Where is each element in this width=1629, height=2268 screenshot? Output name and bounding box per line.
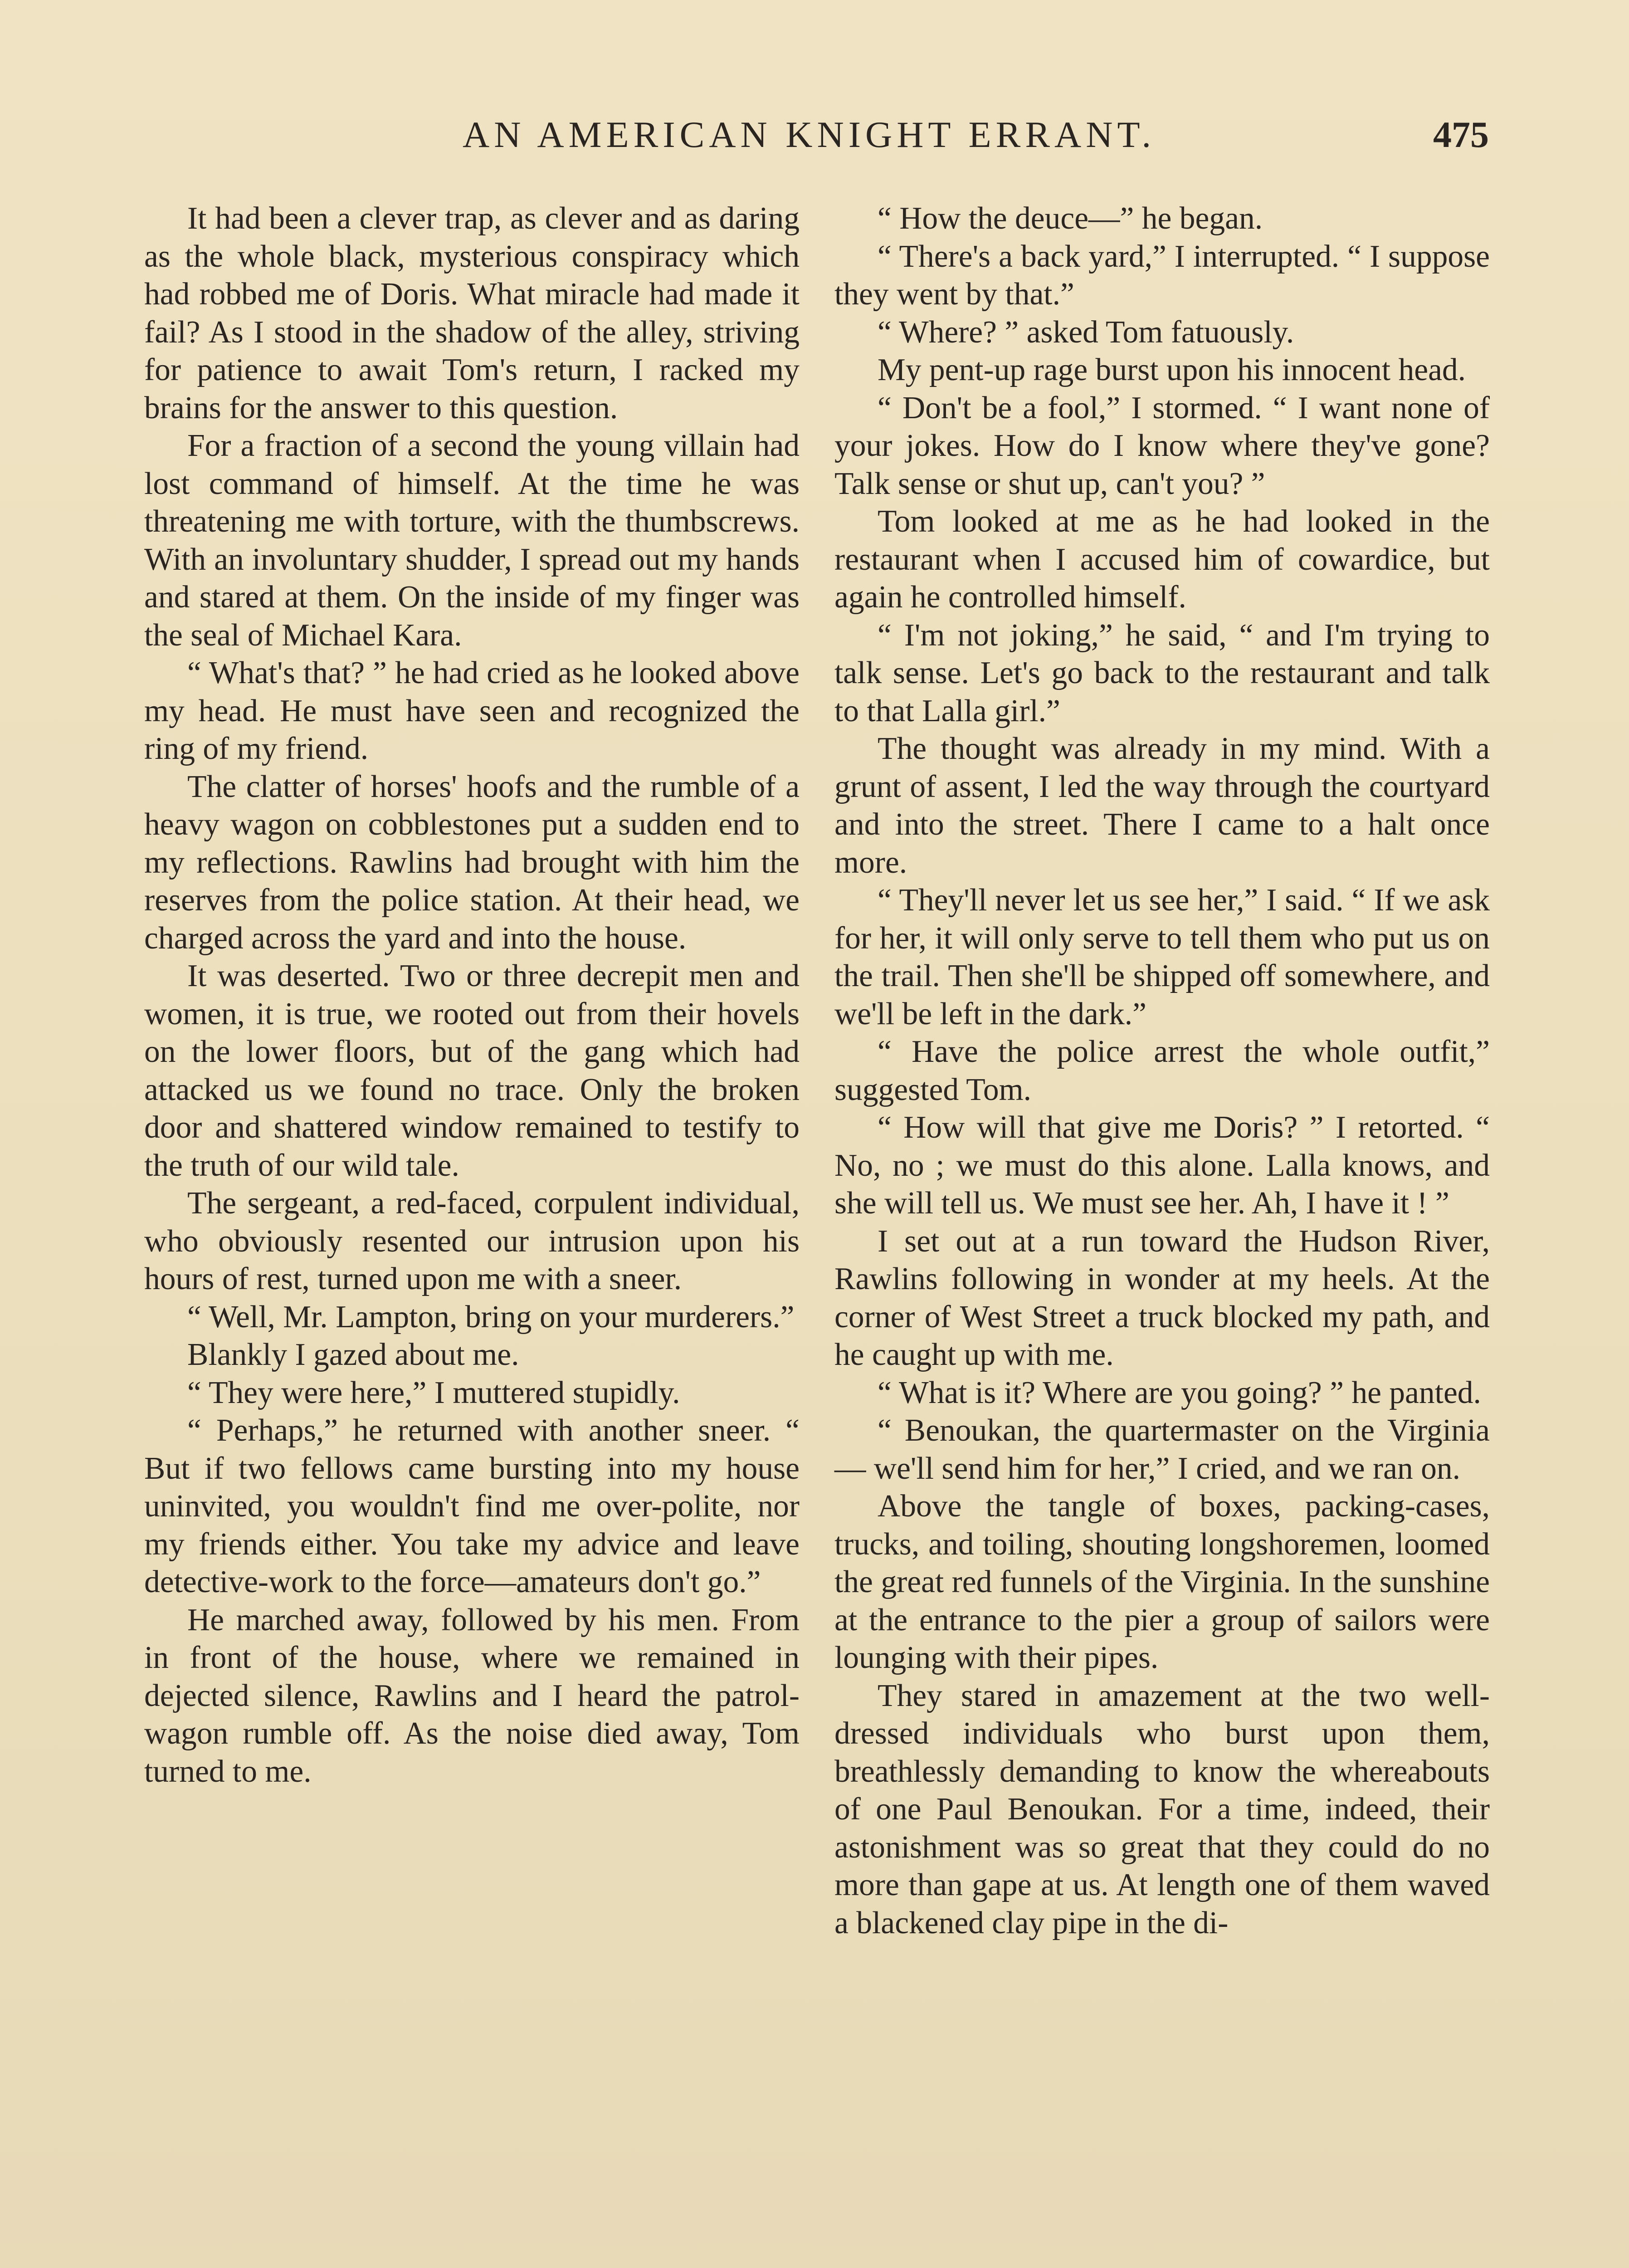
left-text-column (144, 200, 800, 1790)
paragraph: “ They'll never let us see her,” I said. “ If we ask for her, it will only serve to tell them who put us on the trail. Then she'll be shipped off somewhere, and we'll be left in the dark.” (834, 883, 1490, 1031)
paragraph: It had been a clever trap, as clever and as daring as the whole black, mysterious conspiracy which had robbed me of Doris. What miracle had made it fail? As I stood in the shadow of the alley, striving for patience to await Tom's return, I racked my brains for the answer to this question. (144, 201, 800, 425)
paragraph: “ Don't be a fool,” I stormed. “ I want none of your jokes. How do I know where they've gone? Talk sense or shut up, can't you? ” (834, 390, 1490, 501)
paragraph: “ What's that? ” he had cried as he looked above my head. He must have seen and recognized the ring of my friend. (144, 655, 800, 766)
paragraph: He marched away, followed by his men. From in front of the house, where we remained in dejected silence, Rawlins and I heard the patrol-wagon rumble off. As the noise died away, Tom turned to me. (144, 1602, 800, 1789)
paragraph: The clatter of horses' hoofs and the rumble of a heavy wagon on cobblestones put a sudden end to my reflections. Rawlins had brought with him the reserves from the police station. At their head, we charged across the yard and into the house. (144, 769, 800, 956)
paragraph: “ Where? ” asked Tom fatuously. (878, 314, 1294, 350)
paragraph: My pent-up rage burst upon his innocent head. (878, 352, 1466, 387)
paragraph: “ They were here,” I muttered stupidly. (187, 1375, 680, 1410)
paragraph: “ What is it? Where are you going? ” he panted. (878, 1375, 1481, 1410)
paragraph: They stared in amazement at the two well-dressed individuals who burst upon them, breathlessly demanding to know the whereabouts of one Paul Benoukan. For a time, indeed, their astonishment was so great that they could do no more than gape at us. At length one of them waved a blackened clay pipe in the di- (834, 1678, 1490, 1941)
paragraph: “ I'm not joking,” he said, “ and I'm trying to talk sense. Let's go back to the restaurant and talk to that Lalla girl.” (834, 617, 1490, 728)
paragraph: “ Benoukan, the quartermaster on the Virginia — we'll send him for her,” I cried, and we ran on. (834, 1413, 1490, 1486)
paragraph: It was deserted. Two or three decrepit men and women, it is true, we rooted out from their hovels on the lower floors, but of the gang which had attacked us we found no trace. Only the broken door and shattered window remained to testify to the truth of our wild tale. (144, 958, 800, 1183)
running-title: AN AMERICAN KNIGHT ERRANT. (463, 114, 1156, 155)
paragraph: “ How the deuce—” he began. (878, 201, 1263, 236)
paragraph: For a fraction of a second the young villain had lost command of himself. At the time he was threatening me with torture, with the thumbscrews. With an involuntary shudder, I spread out my hands and stared at them. On the inside of my finger was the seal of Michael Kara. (144, 428, 800, 653)
paragraph: Above the tangle of boxes, packing-cases, trucks, and toiling, shouting longshoremen, loomed the great red funnels of the Virginia. In the sunshine at the entrance to the pier a group of sailors were lounging with their pipes. (834, 1489, 1490, 1675)
right-text-column (834, 200, 1490, 1942)
paragraph: “ Perhaps,” he returned with another sneer. “ But if two fellows came bursting into my house uninvited, you wouldn't find me over-polite, nor my friends either. You take my advice and leave detective-work to the force—amateurs don't go.” (144, 1413, 800, 1599)
page-number: 475 (1433, 114, 1489, 155)
paragraph: The sergeant, a red-faced, corpulent individual, who obviously resented our intrusion upon his hours of rest, turned upon me with a sneer. (144, 1186, 800, 1296)
paragraph: “ Well, Mr. Lampton, bring on your murderers.” (187, 1299, 795, 1334)
paragraph: Blankly I gazed about me. (187, 1337, 519, 1372)
paragraph: Tom looked at me as he had looked in the restaurant when I accused him of cowardice, but again he controlled himself. (834, 504, 1490, 615)
paragraph: The thought was already in my mind. With a grunt of assent, I led the way through the courtyard and into the street. There I came to a halt once more. (834, 731, 1490, 880)
paragraph: I set out at a run toward the Hudson River, Rawlins following in wonder at my heels. At the corner of West Street a truck blocked my path, and he caught up with me. (834, 1223, 1490, 1372)
paragraph: “ Have the police arrest the whole outfit,” suggested Tom. (834, 1034, 1490, 1107)
paragraph: “ There's a back yard,” I interrupted. “ I suppose they went by that.” (834, 239, 1490, 312)
paragraph: “ How will that give me Doris? ” I retorted. “ No, no ; we must do this alone. Lalla knows, and she will tell us. We must see her. Ah, I have it ! ” (834, 1110, 1490, 1221)
page-header (0, 113, 1629, 168)
